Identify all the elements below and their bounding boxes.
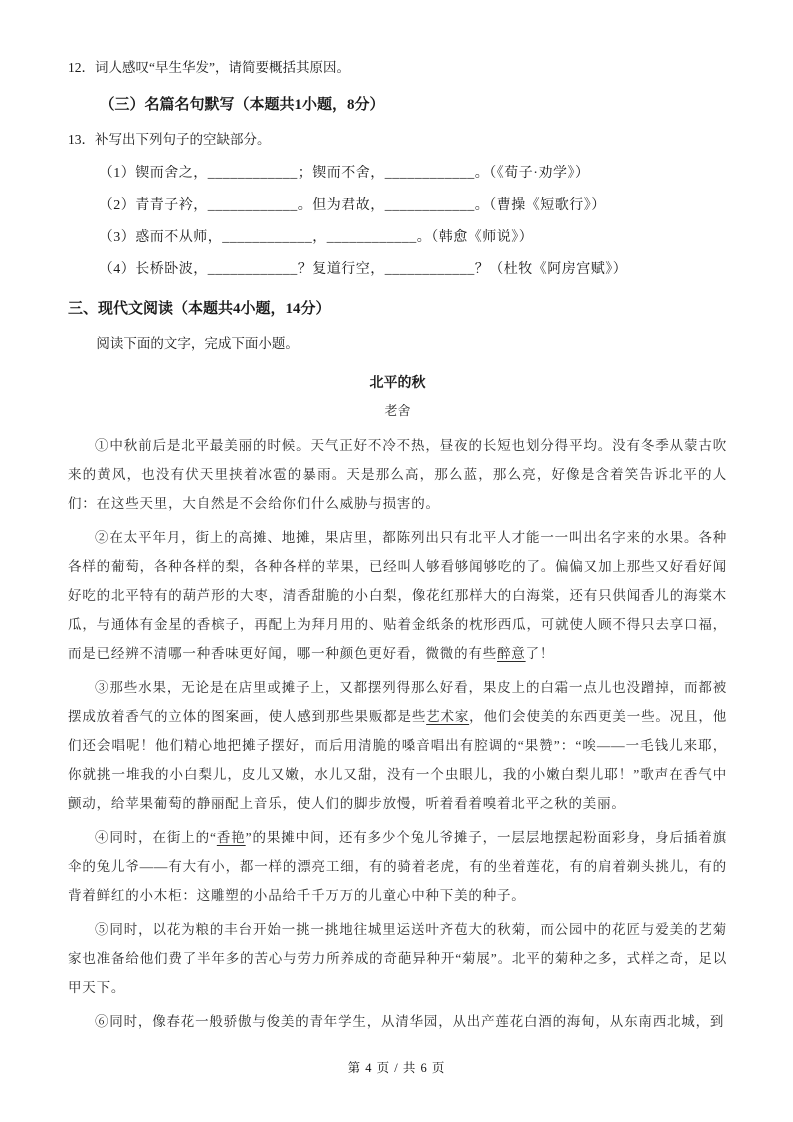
reading-intro: 阅读下面的文字，完成下面小题。: [96, 336, 299, 351]
section-heading-modern-reading: 三、现代文阅读（本题共4小题，14分）: [68, 301, 331, 317]
underlined-term: 醉意: [497, 646, 526, 661]
essay-text-segment: ”的果摊中间，还有多少个兔儿爷摊子，一层层地摆起粉面彩身，身后插着旗伞的兔儿爷——有大有小，都一样的漂亮工细，有的骑着老虎，有的坐着莲花，有的肩着剃头挑儿，有的背着鲜红的小木柜：这雕塑的小品给千千万万的儿童心中种下美的种子。: [68, 830, 727, 903]
essay-paragraph: [68, 1007, 727, 1036]
essay-text-segment: ，他们会使美的东西更美一些。况且，他们还会唱呢！他们精心地把摊子摆好，而后用清脆的嗓音唱出有腔调的“果赞”：“唉——一毛钱儿来耶，你就挑一堆我的小白梨儿，皮儿又嫩，水儿又甜，没有一个虫眼儿，我的小嫩白梨儿耶！”歌声在香气中颤动，给苹果葡萄的静丽配上音乐，使人们的脚步放慢，听着看着嗅着北平之秋的美丽。: [68, 709, 728, 811]
essay-text-segment: ③那些水果，无论是在店里或摊子上，又都摆列得那么好看，果皮上的白霜一点儿也没蹭掉，而都被摆成放着香气的立体的图案画，使人感到那些果贩都是些: [68, 680, 727, 724]
essay-text-segment: ①中秋前后是北平最美丽的时候。天气正好不冷不热，昼夜的长短也划分得平均。没有冬季从蒙古吹来的黄风，也没有伏天里挟着冰雹的暴雨。天是那么高，那么蓝，那么亮，好像是含着笑告诉北平的人们：在这些天里，大自然是不会给你们什么威胁与损害的。: [68, 438, 727, 511]
underlined-term: 艺术家: [426, 709, 470, 724]
essay-paragraph: [68, 431, 727, 518]
essay-paragraph: [68, 673, 727, 818]
essay-text-segment: ⑥同时，像春花一般骄傲与俊美的青年学生，从清华园，从出产莲花白酒的海甸，从东南西北城，到: [95, 1014, 725, 1029]
section-heading-dictation: （三）名篇名句默写（本题共1小题，8分）: [99, 97, 385, 113]
question-13: 13．补写出下列句子的空缺部分。: [68, 132, 271, 147]
fill-blank-list: [68, 164, 727, 280]
page-number-footer: 第 4 页 / 共 6 页: [347, 1061, 446, 1075]
essay-paragraph: [68, 523, 727, 668]
essay-text-segment: ⑤同时，以花为粮的丰台开始一挑一挑地往城里运送叶齐苞大的秋菊，而公园中的花匠与爱美的艺菊家也准备给他们费了半年多的苦心与劳力所养成的奇葩异种开“菊展”。北平的菊种之多，式样之奇，足以甲天下。: [68, 922, 727, 995]
essay-text-segment: ④同时，在街上的“: [95, 830, 217, 845]
essay-title: 北平的秋: [369, 376, 426, 391]
blank-item-1: （1）锲而舍之，____________；锲而不舍，____________。（《荀子·劝学》）: [98, 166, 590, 181]
essay-text-segment: 了！: [525, 646, 555, 661]
question-12: 12．词人感叹“早生华发”，请简要概括其原因。: [68, 60, 350, 75]
essay-text-segment: ②在太平年月，街上的高摊、地摊，果店里，都陈列出只有北平人才能一一叫出名字来的水果。各种各样的葡萄，各种各样的梨，各种各样的苹果，已经叫人够看够闻够吃的了。偏偏又加上那些又好看好闻好吃的北平特有的葫芦形的大枣，清香甜脆的小白梨，像花红那样大的白海棠，还有只供闻香儿的海棠木瓜，与通体有金星的香槟子，再配上为拜月用的、贴着金纸条的枕形西瓜，可就使人顾不得只去享口福，而是已经辨不清哪一种香味更好闻，哪一种颜色更好看，微微的有些: [68, 530, 727, 661]
blank-item-3: （3）惑而不从师，____________，____________。（韩愈《师说》）: [98, 230, 534, 245]
essay-author: 老舍: [384, 403, 411, 418]
underlined-term: 香艳: [216, 830, 246, 845]
essay-paragraph: [68, 915, 727, 1002]
essay-paragraph: [68, 823, 727, 910]
blank-item-2: （2）青青子衿，____________。但为君故，____________。（曹操《短歌行》）: [98, 198, 606, 213]
essay-paragraphs: [68, 431, 727, 1036]
blank-item-4: （4）长桥卧波，____________？复道行空，____________？（杜牧《阿房宫赋》）: [98, 262, 628, 277]
